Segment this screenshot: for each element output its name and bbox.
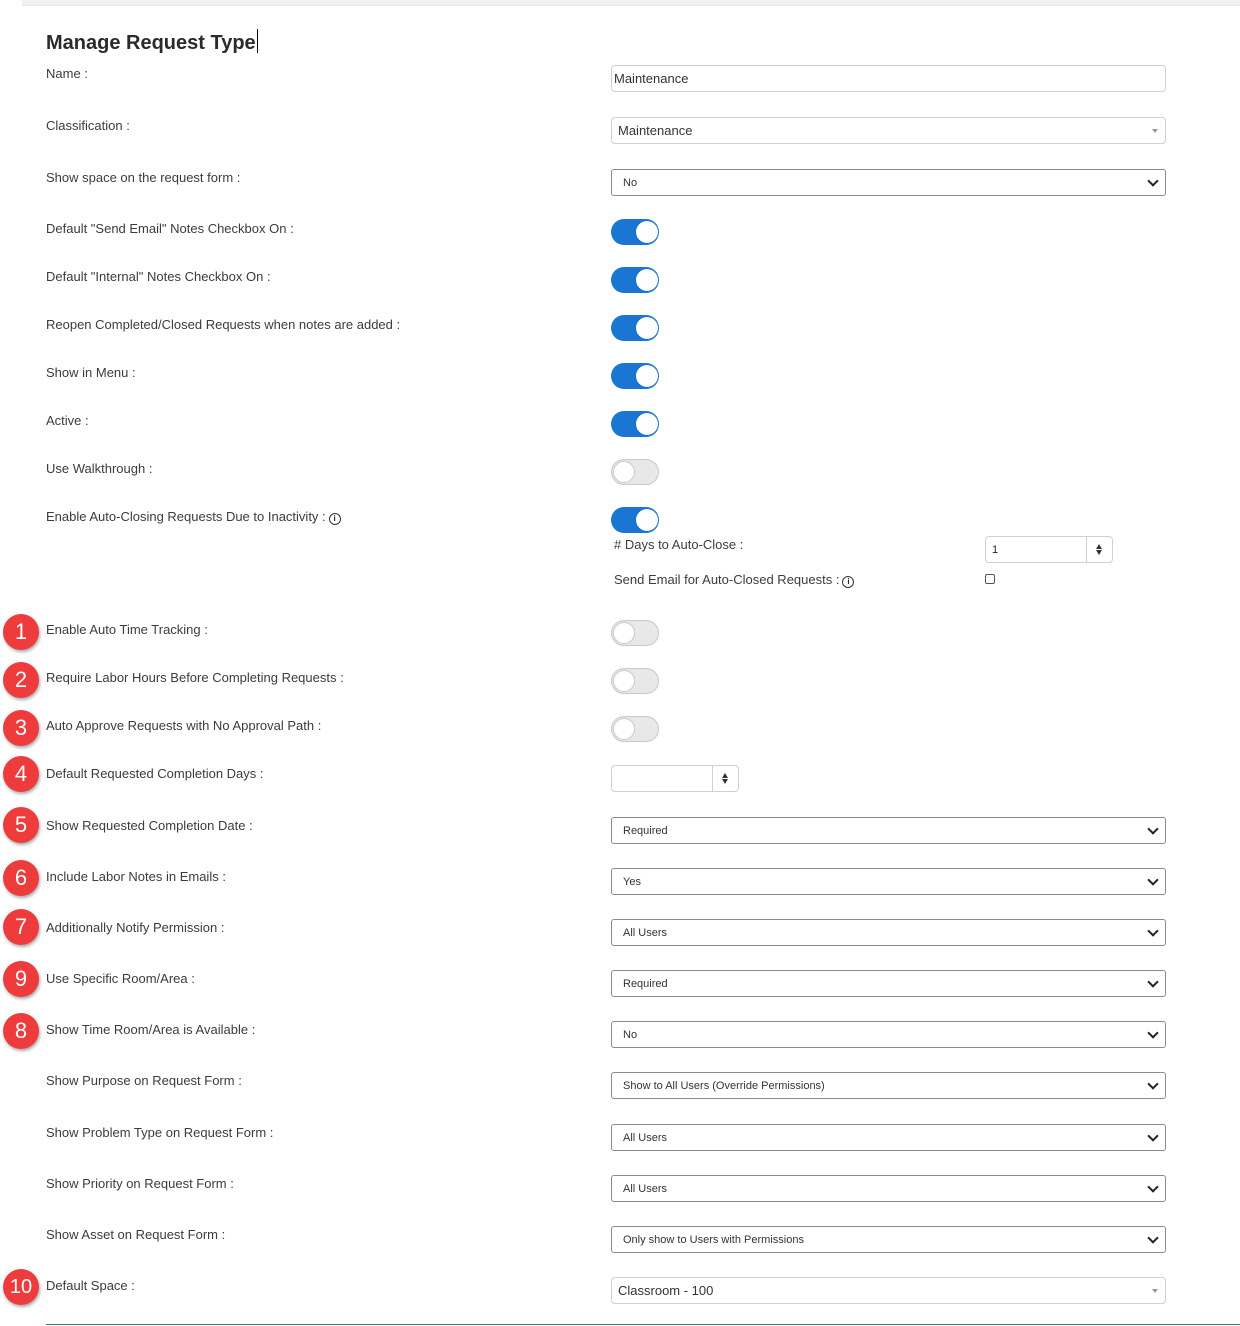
toggle-knob	[613, 670, 635, 692]
toggle-knob	[613, 622, 635, 644]
show-completion-date-label: Show Requested Completion Date :	[46, 818, 253, 833]
require-labor-hours-toggle[interactable]	[611, 668, 659, 694]
chevron-down-icon	[1147, 976, 1158, 987]
require-labor-hours-label: Require Labor Hours Before Completing Requests :	[46, 670, 344, 685]
reopen-completed-label: Reopen Completed/Closed Requests when notes are added :	[46, 317, 401, 332]
annotation-badge-3: 3	[3, 710, 39, 746]
auto-approve-label: Auto Approve Requests with No Approval Path :	[46, 718, 322, 733]
active-label: Active :	[46, 413, 89, 428]
show-in-menu-toggle[interactable]	[611, 363, 659, 389]
send-email-notes-label: Default "Send Email" Notes Checkbox On :	[46, 221, 294, 236]
chevron-down-icon	[1147, 1027, 1158, 1038]
arrow-up-icon[interactable]	[1096, 544, 1102, 549]
show-problem-type-select[interactable]	[611, 1124, 1166, 1151]
toggle-knob	[636, 365, 658, 387]
show-space-label: Show space on the request form :	[46, 170, 241, 185]
chevron-down-icon	[1147, 823, 1158, 834]
chevron-down-icon	[1147, 1181, 1158, 1192]
show-purpose-label: Show Purpose on Request Form :	[46, 1073, 242, 1088]
auto-closing-label: Enable Auto-Closing Requests Due to Inactivity : i	[46, 509, 341, 525]
spinner-buttons[interactable]	[712, 766, 738, 791]
caret-down-icon	[1152, 1289, 1158, 1293]
specific-room-label: Use Specific Room/Area :	[46, 971, 195, 986]
auto-time-tracking-toggle[interactable]	[611, 620, 659, 646]
notify-permission-value: All Users	[623, 927, 668, 939]
specific-room-select[interactable]	[611, 970, 1166, 997]
show-asset-value: Only show to Users with Permissions	[623, 1234, 804, 1246]
name-label: Name :	[46, 66, 88, 81]
toggle-knob	[613, 461, 635, 483]
notify-permission-label: Additionally Notify Permission :	[46, 920, 225, 935]
classification-value: Maintenance	[618, 123, 693, 138]
auto-time-tracking-label: Enable Auto Time Tracking :	[46, 622, 208, 637]
use-walkthrough-label: Use Walkthrough :	[46, 461, 153, 476]
show-priority-value: All Users	[623, 1183, 668, 1195]
internal-notes-label: Default "Internal" Notes Checkbox On :	[46, 269, 271, 284]
notify-permission-select[interactable]	[611, 919, 1166, 946]
auto-approve-toggle[interactable]	[611, 716, 659, 742]
reopen-completed-toggle[interactable]	[611, 315, 659, 341]
show-purpose-value: Show to All Users (Override Permissions)	[623, 1080, 825, 1092]
show-completion-date-value: Required	[623, 825, 668, 837]
annotation-badge-5: 5	[3, 807, 39, 843]
annotation-badge-2: 2	[3, 662, 39, 698]
spinner-buttons[interactable]	[1086, 537, 1112, 562]
show-problem-type-label: Show Problem Type on Request Form :	[46, 1125, 274, 1140]
show-in-menu-label: Show in Menu :	[46, 365, 136, 380]
annotation-badge-1: 1	[3, 614, 39, 650]
toggle-knob	[636, 269, 658, 291]
page-title: Manage Request Type	[46, 29, 258, 55]
chevron-down-icon	[1147, 1078, 1158, 1089]
arrow-down-icon[interactable]	[722, 779, 728, 784]
info-icon[interactable]: i	[842, 576, 854, 588]
show-asset-label: Show Asset on Request Form :	[46, 1227, 226, 1242]
arrow-up-icon[interactable]	[722, 773, 728, 778]
top-divider	[22, 0, 1240, 6]
show-completion-date-select[interactable]	[611, 817, 1166, 844]
classification-combobox[interactable]	[611, 117, 1166, 144]
annotation-badge-6: 6	[3, 860, 39, 896]
show-problem-type-value: All Users	[623, 1132, 668, 1144]
days-to-auto-close-value: 1	[992, 544, 999, 556]
chevron-down-icon	[1147, 874, 1158, 885]
days-to-auto-close-label: # Days to Auto-Close :	[614, 537, 744, 552]
show-space-value: No	[623, 177, 638, 189]
room-available-value: No	[623, 1029, 638, 1041]
info-icon[interactable]: i	[329, 513, 341, 525]
toggle-knob	[613, 718, 635, 740]
show-purpose-select[interactable]	[611, 1072, 1166, 1099]
toggle-knob	[636, 221, 658, 243]
send-email-notes-toggle[interactable]	[611, 219, 659, 245]
days-to-auto-close-input[interactable]	[985, 536, 1113, 563]
show-asset-select[interactable]	[611, 1226, 1166, 1253]
show-priority-select[interactable]	[611, 1175, 1166, 1202]
include-labor-notes-select[interactable]	[611, 868, 1166, 895]
annotation-badge-4: 4	[3, 756, 39, 792]
chevron-down-icon	[1147, 1130, 1158, 1141]
chevron-down-icon	[1147, 1232, 1158, 1243]
arrow-down-icon[interactable]	[1096, 550, 1102, 555]
auto-closing-toggle[interactable]	[611, 507, 659, 533]
annotation-badge-10: 10	[3, 1269, 39, 1305]
send-email-auto-closed-label: Send Email for Auto-Closed Requests : i	[614, 572, 854, 588]
send-email-auto-closed-checkbox[interactable]	[985, 574, 995, 584]
annotation-badge-7: 7	[3, 909, 39, 945]
room-available-select[interactable]	[611, 1021, 1166, 1048]
active-toggle[interactable]	[611, 411, 659, 437]
classification-label: Classification :	[46, 118, 130, 133]
include-labor-notes-value: Yes	[623, 876, 641, 888]
default-space-combobox[interactable]	[611, 1277, 1166, 1304]
caret-down-icon	[1152, 129, 1158, 133]
specific-room-value: Required	[623, 978, 668, 990]
bottom-divider	[46, 1324, 1240, 1325]
toggle-knob	[636, 413, 658, 435]
annotation-badge-9: 9	[3, 961, 39, 997]
include-labor-notes-label: Include Labor Notes in Emails :	[46, 869, 226, 884]
chevron-down-icon	[1147, 175, 1158, 186]
room-available-label: Show Time Room/Area is Available :	[46, 1022, 256, 1037]
default-completion-days-input[interactable]	[611, 765, 739, 792]
show-priority-label: Show Priority on Request Form :	[46, 1176, 234, 1191]
internal-notes-toggle[interactable]	[611, 267, 659, 293]
default-space-label: Default Space :	[46, 1278, 135, 1293]
annotation-badge-8: 8	[3, 1013, 39, 1049]
name-input[interactable]: Maintenance	[611, 65, 1166, 92]
text-cursor	[257, 29, 258, 53]
use-walkthrough-toggle[interactable]	[611, 459, 659, 485]
toggle-knob	[636, 509, 658, 531]
default-space-value: Classroom - 100	[618, 1283, 714, 1298]
show-space-select[interactable]	[611, 169, 1166, 196]
chevron-down-icon	[1147, 925, 1158, 936]
default-completion-days-label: Default Requested Completion Days :	[46, 766, 264, 781]
toggle-knob	[636, 317, 658, 339]
